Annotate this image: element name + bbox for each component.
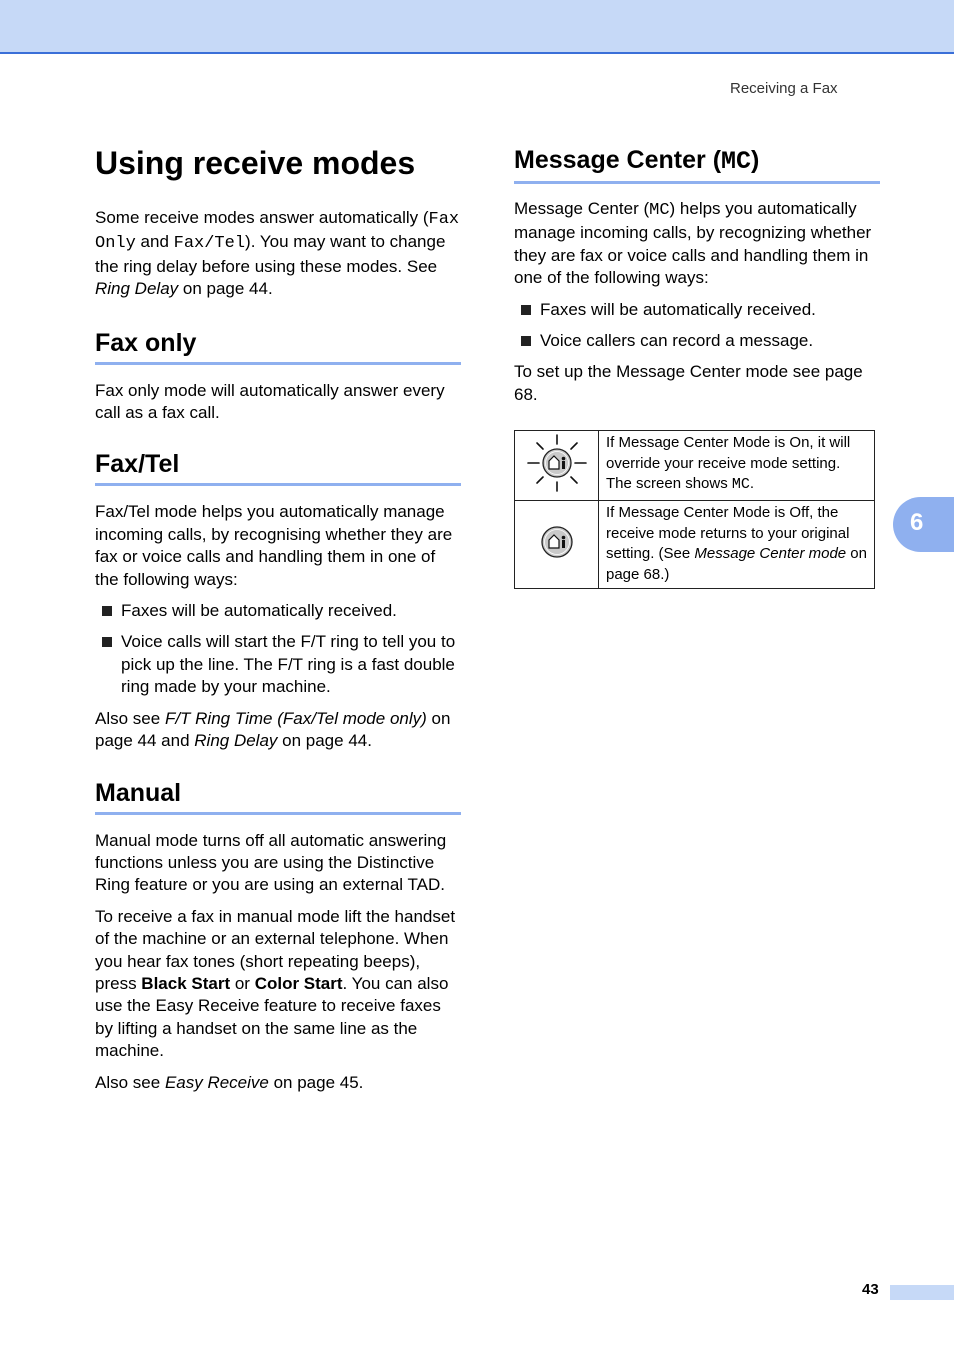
- ref-ft-ring-time: F/T Ring Time (Fax/Tel mode only): [164, 708, 427, 728]
- code-mc: MC: [721, 147, 752, 176]
- ref-ring-delay: Ring Delay: [194, 731, 278, 751]
- ref-easy-receive: Easy Receive: [164, 1072, 269, 1092]
- mode-off-description: If Message Center Mode is Off, the receive mode returns to your original setting. (See Message Center mode on page 68.): [599, 501, 875, 589]
- list-item: Voice callers can record a message.: [514, 330, 880, 352]
- bullet-square-icon: [521, 336, 531, 346]
- fax-tel-also-see: Also see F/T Ring Time (Fax/Tel mode only) on page 44 and Ring Delay on page 44.: [95, 708, 451, 751]
- list-item: Faxes will be automatically received.: [514, 299, 880, 321]
- manual-also-see: Also see Easy Receive on page 45.: [95, 1072, 364, 1092]
- header-bar: [0, 0, 954, 54]
- icon-cell: [515, 501, 599, 589]
- message-center-bullet-list: [514, 299, 880, 353]
- running-head: Receiving a Fax: [730, 80, 838, 97]
- chapter-tab: [893, 497, 954, 552]
- fax-only-paragraph: Fax only mode will automatically answer every call as a fax call.: [95, 380, 445, 423]
- fax-tel-bullet-list: [95, 600, 461, 699]
- mode-on-description: If Message Center Mode is On, it will override your receive mode setting. The screen shows MC.: [599, 431, 875, 501]
- page-title: Using receive modes: [95, 145, 416, 181]
- message-center-off-icon: [539, 524, 575, 560]
- list-item: Voice calls will start the F/T ring to tell you to pick up the line. The F/T ring is a fast double ring made by your machine.: [95, 631, 461, 698]
- ref-message-center-mode: Message Center mode: [694, 545, 847, 562]
- heading-message-center: Message Center (MC): [514, 145, 880, 184]
- table-row: [515, 501, 875, 589]
- ref-ring-delay: Ring Delay: [95, 279, 179, 299]
- message-center-paragraph: Message Center (MC) helps you automatically manage incoming calls, by recognizing whether they are fax or voice calls and handling them in one of the following ways:: [514, 199, 872, 288]
- list-item: Faxes will be automatically received.: [95, 600, 461, 622]
- code-fax-only: Fax Only: [95, 210, 460, 254]
- message-center-on-icon: [525, 433, 589, 493]
- page-number-tab: [890, 1285, 954, 1300]
- left-column: [95, 140, 461, 1094]
- bullet-square-icon: [102, 637, 112, 647]
- icon-cell: [515, 431, 599, 501]
- heading-manual: Manual: [95, 778, 461, 815]
- table-row: [515, 431, 875, 501]
- chapter-number: 6: [910, 509, 924, 536]
- message-center-mode-table: [514, 430, 875, 589]
- manual-paragraph-1: Manual mode turns off all automatic answering functions unless you are using the Distinctive Ring feature or you are using an external TAD.: [95, 830, 447, 895]
- fax-tel-paragraph: Fax/Tel mode helps you automatically manage incoming calls, by recognising whether they are fax or voice calls and handling them in one of the following ways:: [95, 502, 453, 589]
- heading-fax-only: Fax only: [95, 328, 461, 365]
- code-fax-tel: Fax/Tel: [173, 234, 246, 254]
- message-center-setup: To set up the Message Center mode see page 68.: [514, 362, 863, 404]
- intro-paragraph: Some receive modes answer automatically (Fax Only and Fax/Tel). You may want to change the ring delay before using these modes. See Ring Delay on page 44.: [95, 208, 460, 299]
- heading-fax-tel: Fax/Tel: [95, 449, 461, 486]
- color-start-key: Color Start: [254, 973, 343, 993]
- code-mc: MC: [649, 201, 670, 220]
- code-mc: MC: [731, 476, 750, 493]
- page-number: 43: [862, 1281, 879, 1298]
- bullet-square-icon: [521, 305, 531, 315]
- bullet-square-icon: [102, 606, 112, 616]
- black-start-key: Black Start: [141, 973, 231, 993]
- right-column: [514, 140, 880, 406]
- manual-paragraph-2: To receive a fax in manual mode lift the handset of the machine or an external telephone. When you hear fax tones (short repeating beeps), press Black Start or Color Start. You can also use the Easy Receive feature to receive faxes by lifting a handset on the same line as the machine.: [95, 906, 456, 1061]
